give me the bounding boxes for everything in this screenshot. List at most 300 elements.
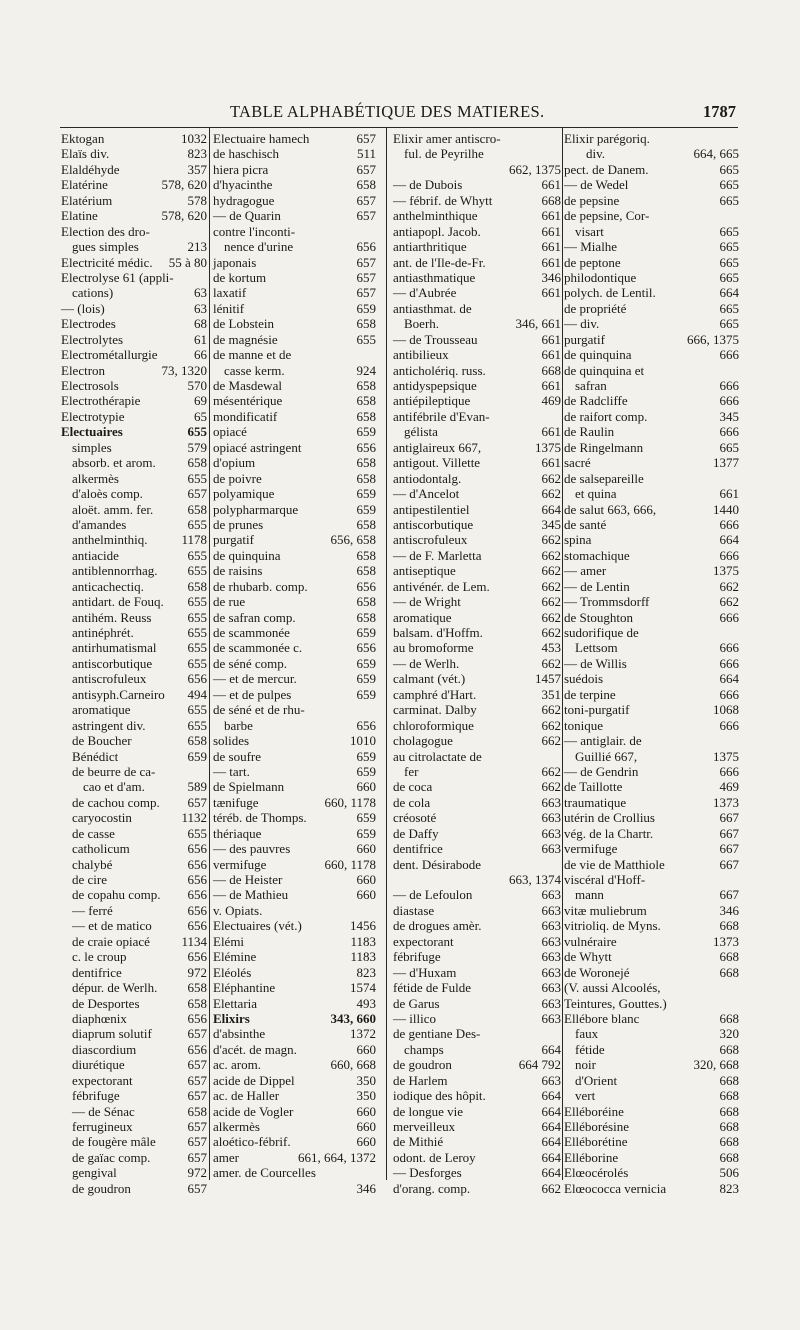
index-entry [393, 687, 561, 702]
entry-term: de salut 663, 666, [564, 501, 657, 517]
index-entry [61, 1026, 207, 1041]
entry-page-ref: 320, 668 [693, 1057, 739, 1073]
entry-term: Electrodes [61, 316, 116, 332]
entry-term: noir [575, 1057, 596, 1073]
index-entry [213, 687, 376, 702]
entry-page-ref: 656, 658 [330, 532, 376, 548]
entry-page-ref: 657 [356, 208, 376, 224]
entry-term: mésentérique [213, 393, 283, 409]
index-entry [393, 486, 561, 501]
entry-page-ref: 658 [187, 995, 207, 1011]
entry-page-ref: 65 [194, 408, 207, 424]
entry-page-ref: 1134 [181, 933, 207, 949]
entry-term: Elémine [213, 949, 257, 965]
entry-term: diaprum solutif [72, 1026, 152, 1042]
entry-term: — Trommsdorff [564, 594, 650, 610]
page-header [0, 102, 800, 126]
entry-page-ref: 493 [356, 995, 376, 1011]
entry-page-ref: 1373 [713, 794, 739, 810]
index-entry [61, 826, 207, 841]
entry-page-ref: 659 [356, 748, 376, 764]
entry-term: ac. de Haller [213, 1088, 280, 1104]
index-entry [564, 934, 739, 949]
entry-term: calmant (vét.) [393, 671, 466, 687]
entry-page-ref: 668 [719, 1149, 739, 1165]
entry-term: — div. [564, 316, 600, 332]
entry-term: simples [72, 439, 112, 455]
index-entry [564, 455, 739, 470]
index-entry [564, 872, 739, 887]
index-entry [564, 1134, 739, 1149]
index-entry [213, 563, 376, 578]
entry-term: contre l'inconti- [213, 223, 296, 239]
index-entry [61, 193, 207, 208]
index-entry [564, 718, 739, 733]
index-entry [61, 378, 207, 393]
index-entry [61, 255, 207, 270]
entry-page-ref: 656 [187, 1041, 207, 1057]
entry-page-ref: 660 [356, 1041, 376, 1057]
index-entry [61, 363, 207, 378]
entry-page-ref: 1183 [350, 949, 376, 965]
entry-page-ref: 665 [719, 177, 739, 193]
entry-page-ref: 924 [356, 362, 376, 378]
index-entry [564, 517, 739, 532]
entry-page-ref: 662 [541, 625, 561, 640]
entry-term: spina [564, 532, 592, 548]
index-entry [393, 316, 561, 331]
index-entry [564, 1181, 739, 1196]
entry-page-ref: 320 [719, 1026, 739, 1042]
index-entry [213, 1042, 376, 1057]
entry-page-ref: 656 [187, 949, 207, 965]
entry-term: de prunes [213, 516, 264, 532]
entry-page-ref: 668 [719, 1072, 739, 1088]
index-entry [393, 285, 561, 300]
entry-term: astringent div. [72, 717, 146, 733]
entry-term: aromatique [393, 609, 452, 625]
entry-term: de quinquina [564, 347, 632, 363]
index-entry [61, 1134, 207, 1149]
index-entry [61, 718, 207, 733]
index-entry [393, 965, 561, 980]
entry-term: Elléborine [564, 1149, 619, 1165]
entry-page-ref: 666 [719, 640, 739, 656]
column-divider [386, 128, 387, 1180]
entry-page-ref: 661 [541, 254, 561, 270]
entry-page-ref: 668 [719, 1010, 739, 1026]
entry-term: de kortum [213, 269, 267, 285]
entry-page-ref: 662 [541, 547, 561, 563]
entry-page-ref: 469 [719, 779, 739, 795]
index-entry [393, 347, 561, 362]
entry-term: de gaïac comp. [72, 1149, 151, 1165]
entry-term: de coca [393, 779, 433, 795]
entry-page-ref: 660 [356, 779, 376, 795]
entry-term: de Garus [393, 995, 440, 1011]
entry-page-ref: 350 [356, 1088, 376, 1104]
index-entry [393, 1042, 561, 1057]
entry-term: ant. de l'Ile-de-Fr. [393, 254, 486, 270]
index-entry [564, 841, 739, 856]
entry-page-ref: 664 [541, 1041, 561, 1057]
entry-page-ref: 657 [187, 1180, 207, 1196]
entry-page-ref: 578, 620 [161, 177, 207, 193]
entry-page-ref: 664, 665 [693, 146, 739, 162]
entry-term: safran [575, 378, 607, 393]
index-entry [564, 162, 739, 177]
entry-term: alkermès [213, 1119, 260, 1134]
entry-page-ref: 660, 1178 [324, 856, 376, 872]
index-entry [213, 177, 376, 192]
entry-term: polych. de Lentil. [564, 285, 656, 301]
index-entry [393, 1057, 561, 1072]
index-entry [393, 270, 561, 285]
entry-term: diurétique [72, 1057, 125, 1073]
entry-page-ref: 667 [719, 856, 739, 872]
entry-page-ref: 660 [356, 1134, 376, 1150]
entry-page-ref: 972 [187, 964, 207, 980]
entry-page-ref: 660 [356, 872, 376, 887]
index-entry [61, 224, 207, 239]
entry-term: mann [575, 887, 604, 903]
index-entry [213, 1165, 376, 1180]
index-entry [393, 764, 561, 779]
entry-page-ref: 657 [187, 1134, 207, 1150]
entry-term: Electuaires [61, 424, 123, 440]
index-entry [61, 455, 207, 470]
entry-page-ref: 662 [541, 717, 561, 733]
entry-page-ref: 655 [187, 655, 207, 671]
index-entry [564, 980, 739, 995]
entry-page-ref: 662 [541, 779, 561, 795]
index-entry [61, 610, 207, 625]
entry-term: dépur. de Werlh. [72, 980, 158, 996]
index-entry [564, 625, 739, 640]
entry-page-ref: 1032 [181, 131, 207, 146]
index-entry [393, 779, 561, 794]
index-entry [213, 779, 376, 794]
index-entry [213, 733, 376, 748]
entry-term: de raifort comp. [564, 408, 648, 424]
entry-page-ref: 666 [719, 547, 739, 563]
entry-term: antidart. de Fouq. [72, 594, 164, 610]
index-entry [213, 826, 376, 841]
index-entry [61, 347, 207, 362]
entry-page-ref: 1457 [535, 671, 561, 687]
entry-page-ref: 657 [356, 131, 376, 146]
entry-page-ref: 658 [356, 316, 376, 332]
entry-page-ref: 658 [356, 563, 376, 579]
entry-page-ref: 661, 664, 1372 [298, 1149, 376, 1165]
index-entry [61, 887, 207, 902]
entry-page-ref: 665 [719, 239, 739, 255]
entry-page-ref: 659 [356, 825, 376, 841]
entry-page-ref: 666 [719, 655, 739, 671]
index-entry [61, 1011, 207, 1026]
index-entry [213, 1150, 376, 1165]
index-entry [393, 532, 561, 547]
entry-page-ref: 662 [541, 578, 561, 594]
entry-term: de terpine [564, 686, 616, 702]
index-entry [393, 1073, 561, 1088]
entry-term: de Mithié [393, 1134, 444, 1150]
entry-term: cholagogue [393, 733, 453, 749]
index-entry [564, 965, 739, 980]
entry-term: anthelminthiq. [72, 532, 148, 548]
entry-term: de scammonée [213, 625, 290, 640]
entry-term: antiscrofuleux [393, 532, 468, 548]
entry-page-ref: 663 [541, 949, 561, 965]
index-entry [213, 239, 376, 254]
entry-page-ref: 659 [356, 300, 376, 316]
index-entry [564, 656, 739, 671]
index-entry [213, 424, 376, 439]
index-entry [564, 610, 739, 625]
entry-term: acide de Vogler [213, 1103, 294, 1119]
entry-term: — ferré [72, 902, 113, 918]
index-entry [213, 502, 376, 517]
entry-term: antiodontalg. [393, 470, 462, 486]
index-entry [564, 687, 739, 702]
index-entry [393, 1026, 561, 1041]
index-entry [393, 625, 561, 640]
index-entry [213, 548, 376, 563]
entry-term: de cire [72, 872, 108, 887]
index-entry [61, 579, 207, 594]
index-entry [393, 146, 561, 161]
entry-term: de goudron [72, 1180, 131, 1196]
entry-page-ref: 659 [356, 625, 376, 640]
entry-page-ref: 663 [541, 887, 561, 903]
entry-term: de beurre de ca- [72, 763, 156, 779]
entry-page-ref: 578, 620 [161, 208, 207, 224]
entry-term: — amer [564, 563, 607, 579]
index-entry [564, 857, 739, 872]
entry-page-ref: 655 [187, 470, 207, 486]
entry-page-ref: 656 [187, 887, 207, 903]
entry-page-ref: 655 [187, 640, 207, 656]
entry-page-ref: 664 [541, 1134, 561, 1150]
entry-page-ref: 351 [541, 686, 561, 702]
entry-term: philodontique [564, 269, 637, 285]
index-entry [213, 270, 376, 285]
entry-term: de séné et de rhu- [213, 702, 305, 718]
index-entry [564, 1088, 739, 1103]
entry-term: de Harlem [393, 1072, 448, 1088]
entry-page-ref: 662 [541, 763, 561, 779]
entry-page-ref: 1183 [350, 933, 376, 949]
entry-term: de gentiane Des- [393, 1026, 481, 1042]
entry-term: de Whytt [564, 949, 612, 965]
entry-term: — de Quarin [213, 208, 281, 224]
entry-term: — de Gendrin [564, 763, 639, 779]
entry-term: — des pauvres [213, 841, 291, 857]
index-entry [213, 702, 376, 717]
index-entry [564, 1104, 739, 1119]
index-entry [393, 239, 561, 254]
entry-term: — de Sénac [72, 1103, 135, 1119]
index-entry [393, 1088, 561, 1103]
index-entry [393, 949, 561, 964]
entry-page-ref: 659 [356, 424, 376, 440]
entry-page-ref: 666 [719, 424, 739, 440]
entry-term: Ellébore blanc [564, 1010, 640, 1026]
entry-term: antigout. Villette [393, 455, 481, 471]
entry-page-ref: 665 [719, 223, 739, 239]
entry-term: Bénédict [72, 748, 119, 764]
entry-page-ref: 570 [187, 378, 207, 393]
entry-page-ref: 668 [719, 918, 739, 934]
index-entry [393, 980, 561, 995]
entry-term: Teintures, Gouttes.) [564, 995, 667, 1011]
index-entry [213, 255, 376, 270]
entry-term: (V. aussi Alcoolés, [564, 980, 661, 996]
index-entry [61, 841, 207, 856]
index-entry [564, 409, 739, 424]
entry-page-ref: 656 [187, 671, 207, 687]
index-entry [564, 332, 739, 347]
entry-term: purgatif [564, 331, 605, 347]
entry-page-ref: 660, 1178 [324, 794, 376, 810]
entry-term: aloético-fébrif. [213, 1134, 291, 1150]
index-entry [213, 517, 376, 532]
entry-term: diaphœnix [72, 1010, 127, 1026]
entry-page-ref: 662 [541, 563, 561, 579]
entry-page-ref: 345 [719, 408, 739, 424]
column-divider [562, 128, 563, 1180]
entry-page-ref: 662 [541, 486, 561, 502]
entry-term: sudorifique de [564, 625, 639, 640]
entry-page-ref: 664 [719, 285, 739, 301]
index-entry [393, 702, 561, 717]
index-entry [393, 749, 561, 764]
entry-term: anthelminthique [393, 208, 478, 224]
entry-page-ref: 68 [194, 316, 207, 332]
entry-term: Eléphantine [213, 980, 276, 996]
entry-term: de pepsine [564, 192, 620, 208]
entry-term: fétide [575, 1041, 605, 1057]
entry-page-ref: 668 [541, 192, 561, 208]
entry-page-ref: 658 [187, 980, 207, 996]
entry-page-ref: 662, 1375 [509, 161, 561, 177]
index-entry [564, 1011, 739, 1026]
entry-term: chloroformique [393, 717, 474, 733]
index-entry [564, 486, 739, 501]
entry-term: cao et d'am. [83, 779, 145, 795]
entry-term: japonais [213, 254, 257, 270]
entry-term: de raisins [213, 563, 263, 579]
entry-term: antiapopl. Jacob. [393, 223, 481, 239]
entry-page-ref: 658 [187, 578, 207, 594]
entry-page-ref: 663 [541, 995, 561, 1011]
entry-page-ref: 665 [719, 439, 739, 455]
index-entry [61, 1104, 207, 1119]
entry-page-ref: 661 [541, 239, 561, 255]
index-entry [61, 146, 207, 161]
entry-page-ref: 661 [541, 331, 561, 347]
entry-page-ref: 657 [356, 269, 376, 285]
entry-term: antivénér. de Lem. [393, 578, 490, 594]
index-entry [213, 471, 376, 486]
entry-term: antiseptique [393, 563, 456, 579]
index-entry [213, 610, 376, 625]
entry-term: — et de matico [72, 918, 152, 934]
entry-page-ref: 655 [187, 625, 207, 640]
index-entry [393, 255, 561, 270]
index-entry [213, 1088, 376, 1103]
entry-term: de Raulin [564, 424, 615, 440]
entry-page-ref: 655 [187, 516, 207, 532]
entry-term: gues simples [72, 239, 139, 255]
entry-page-ref: 61 [194, 331, 207, 347]
entry-term: antiscorbutique [393, 516, 474, 532]
entry-page-ref: 666 [719, 609, 739, 625]
index-entry [393, 903, 561, 918]
entry-term: créosoté [393, 810, 437, 826]
entry-term: — illico [393, 1010, 436, 1026]
index-entry [564, 440, 739, 455]
entry-page-ref: 658 [356, 594, 376, 610]
entry-term: de salsepareille [564, 470, 644, 486]
entry-term: ferrugineux [72, 1119, 133, 1134]
entry-term: expectorant [393, 933, 454, 949]
entry-page-ref: 346, 661 [515, 316, 561, 332]
entry-page-ref: 656 [187, 1010, 207, 1026]
index-entry [564, 208, 739, 223]
entry-term: — de Wedel [564, 177, 629, 193]
entry-page-ref: 666 [719, 347, 739, 363]
entry-page-ref: 655 [187, 563, 207, 579]
entry-page-ref: 1375 [713, 748, 739, 764]
index-entry [564, 255, 739, 270]
index-entry [213, 949, 376, 964]
index-entry [564, 563, 739, 578]
entry-term: alkermès [72, 470, 119, 486]
entry-term: antiasthmatique [393, 269, 476, 285]
index-entry [564, 1165, 739, 1180]
entry-page-ref: 666, 1375 [687, 331, 739, 347]
index-entry [393, 594, 561, 609]
entry-term: de Radcliffe [564, 393, 628, 409]
index-entry [393, 517, 561, 532]
entry-page-ref: 658 [356, 547, 376, 563]
entry-page-ref: 668 [719, 1119, 739, 1134]
entry-term: Elœococca vernicia [564, 1180, 667, 1196]
column-divider [209, 128, 210, 1180]
entry-term: fébrifuge [72, 1088, 120, 1104]
entry-page-ref: 655 [187, 547, 207, 563]
index-entry [393, 656, 561, 671]
index-entry [393, 640, 561, 655]
index-entry [564, 702, 739, 717]
entry-term: aloët. amm. fer. [72, 501, 154, 517]
index-entry [61, 301, 207, 316]
entry-page-ref: 658 [356, 609, 376, 625]
index-entry [61, 532, 207, 547]
entry-page-ref: 664 [541, 1165, 561, 1181]
entry-term: vermifuge [213, 856, 267, 872]
index-entry [393, 409, 561, 424]
index-entry [564, 949, 739, 964]
index-entry [213, 393, 376, 408]
entry-term: antifébrile d'Evan- [393, 408, 490, 424]
entry-page-ref: 1132 [181, 810, 207, 826]
entry-page-ref: 667 [719, 841, 739, 857]
index-entry [393, 887, 561, 902]
entry-term: de copahu comp. [72, 887, 161, 903]
entry-term: polyamique [213, 486, 275, 502]
